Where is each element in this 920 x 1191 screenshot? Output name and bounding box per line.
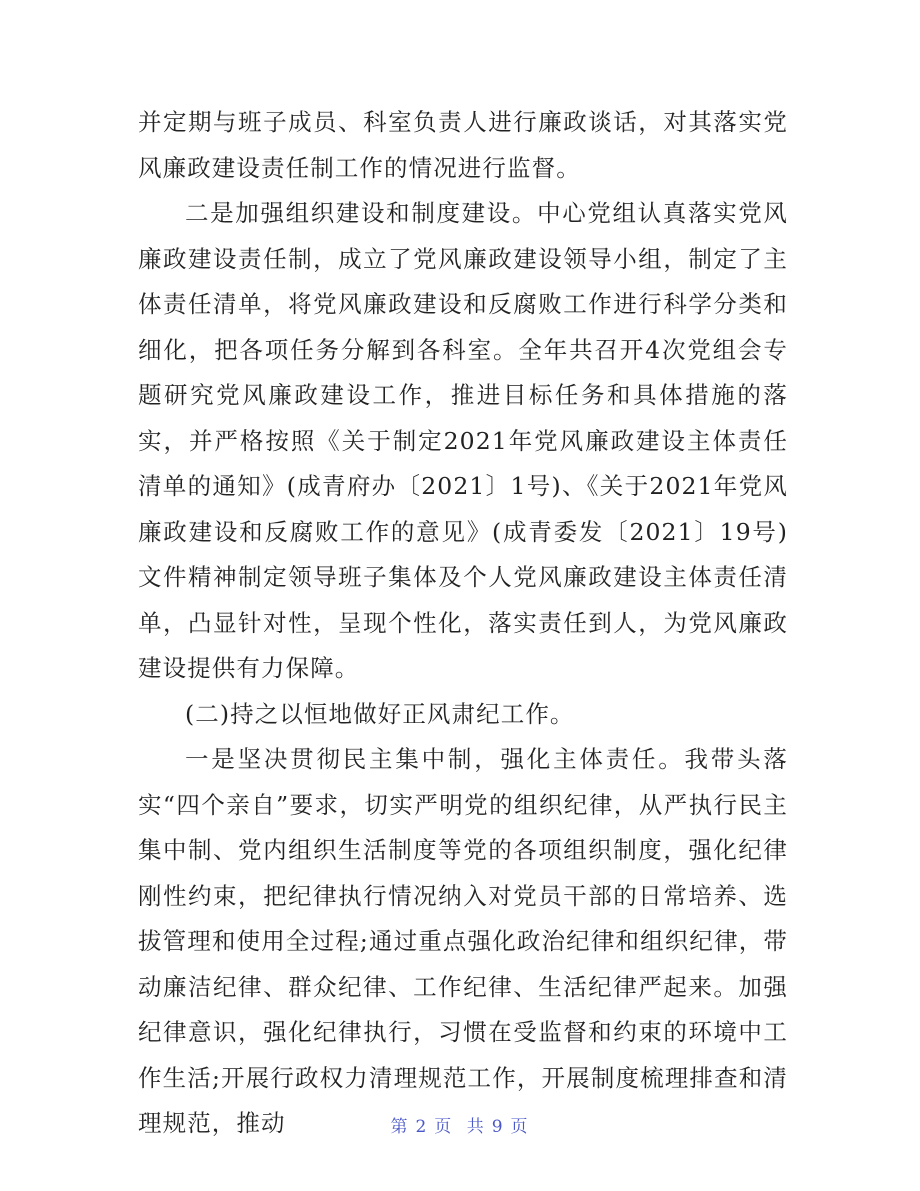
- paragraph-democratic-centralism: 一是坚决贯彻民主集中制，强化主体责任。我带头落实“四个亲自”要求，切实严明党的组织纪律，从严执行民主集中制、党内组织生活制度等党的各项组织制度，强化纪律刚性约束，把纪律执行情况纳入对党员干部的日常培养、选拔管理和使用全过程;通过重点强化政治纪律和组织纪律，带动廉洁纪律、群众纪律、工作纪律、生活纪律严起来。加强纪律意识，强化纪律执行，习惯在受监督和约束的环境中工作生活;开展行政权力清理规范工作，开展制度梳理排查和清理规范，推动: [138, 745, 788, 1137]
- footer-suffix: 页: [510, 1117, 530, 1137]
- section-heading-discipline: (二)持之以恒地做好正风肃纪工作。: [185, 699, 575, 728]
- footer-page-word: 页: [434, 1117, 454, 1137]
- footer-current-page: 2: [415, 1117, 429, 1137]
- footer-prefix: 第: [390, 1117, 410, 1137]
- footer-total-pages: 9: [491, 1117, 505, 1137]
- footer-total-prefix: 共: [466, 1117, 486, 1137]
- paragraph-continuation: 并定期与班子成员、科室负责人进行廉政谈话，对其落实党风廉政建设责任制工作的情况进行监督。: [138, 108, 788, 182]
- document-body: [138, 100, 788, 1147]
- paragraph-organization-building: 二是加强组织建设和制度建设。中心党组认真落实党风廉政建设责任制，成立了党风廉政建设领导小组，制定了主体责任清单，将党风廉政建设和反腐败工作进行科学分类和细化，把各项任务分解到各科室。全年共召开4次党组会专题研究党风廉政建设工作，推进目标任务和具体措施的落实，并严格按照《关于制定2021年党风廉政建设主体责任清单的通知》(成青府办〔2021〕1号)、《关于2021年党风廉政建设和反腐败工作的意见》(成青委发〔2021〕19号)文件精神制定领导班子集体及个人党风廉政建设主体责任清单，凸显针对性，呈现个性化，落实责任到人，为党风廉政建设提供有力保障。: [138, 199, 788, 682]
- page-footer: [0, 1112, 920, 1137]
